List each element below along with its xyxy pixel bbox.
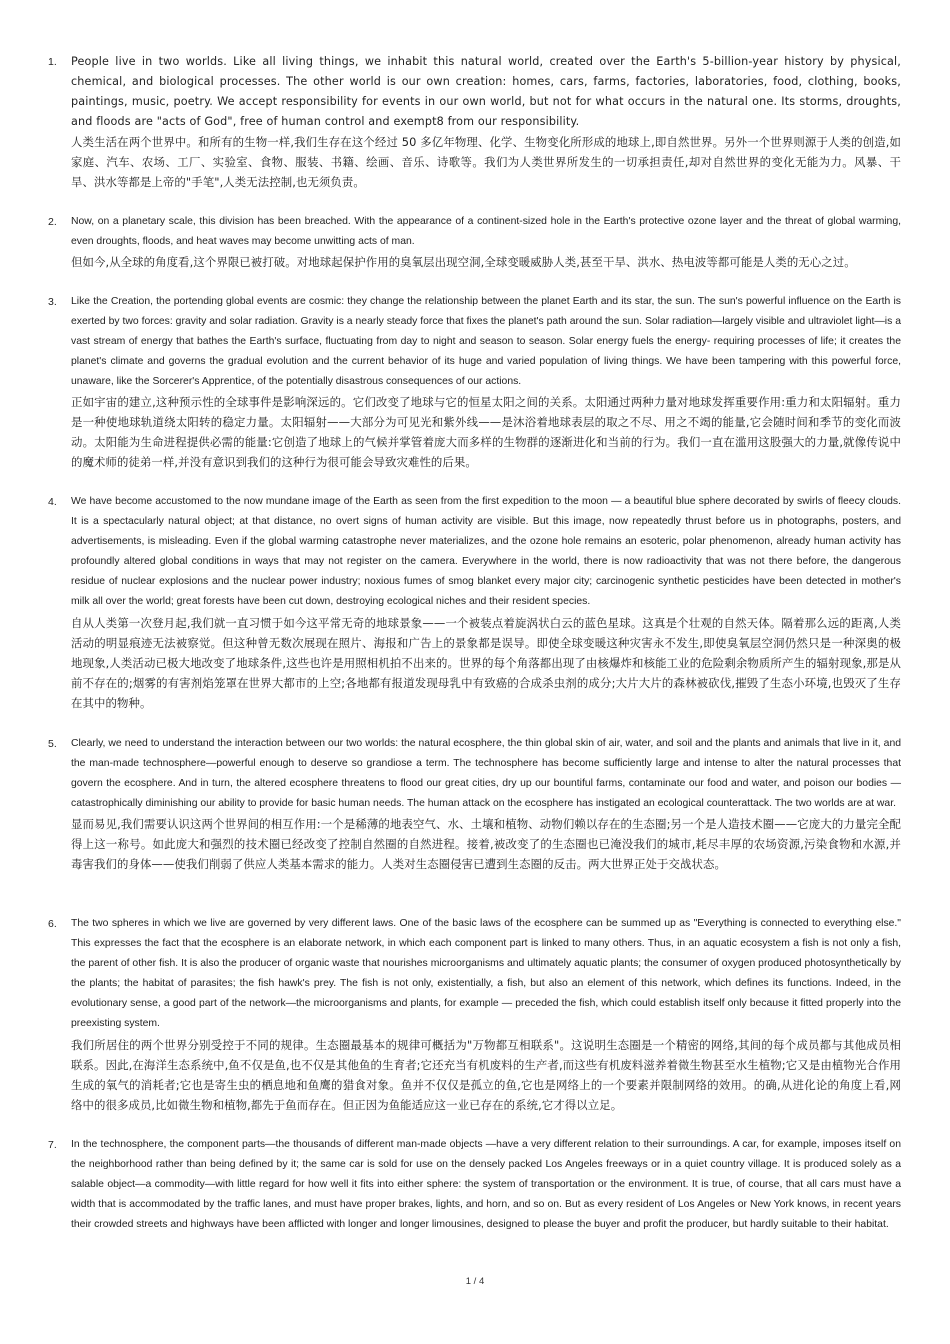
paragraph-number: 5. [48,738,57,750]
paragraph-english: We have become accustomed to the now mundane image of the Earth as seen from the first expedition to the moon — a beautiful blue sphere decorated by swirls of fleecy clouds. It is a spectacularly natural object; at that distance, no overt signs of human activity are visible. But this image, now repeatedly thrust before us in photographs, posters, and advertisements, is misleading. Even if the global warming catastrophe never materializes, and the ozone hole remains an esoteric, polar phenomenon, already human activity has profoundly altered global conditions in ways that may not register on the camera. Everywhere in the world, there is now radioactivity that was not there before, the dangerous residue of nuclear explosions and the nuclear power industry; noxious fumes of smog blanket every major city; carcinogenic synthetic pesticides have been detected in mother's milk all over the world; great forests have been cut down, destroying ecological niches and their resident species. [71,496,901,608]
paragraph-english: Now, on a planetary scale, this division has been breached. With the appearance of a continent-sized hole in the Earth's protective ozone layer and the threat of global warming, even droughts, floods, and heat waves may become unwitting acts of man. [71,216,901,248]
paragraph-chinese: 我们所居住的两个世界分别受控于不同的规律。生态圈最基本的规律可概括为"万物都互相联系"。这说明生态圈是一个精密的网络,其间的每个成员都与其他成员相联系。因此,在海洋生态系统中,鱼不仅是鱼,也不仅是其他鱼的生育者;它还充当有机废料的生产者,而这些有机废料滋养着微生物甚至水生植物;它又是由植物光合作用生成的氧气的消耗者;它也是寄生虫的栖息地和鱼鹰的猎食对象。鱼并不仅仅是孤立的鱼,它也是网络上的一个要素并限制网络的效用。的确,从进化论的角度上看,网络中的很多成员,比如微生物和植物,都先于鱼而存在。但正因为鱼能适应这一业已存在的系统,它才得以立足。 [71,1037,901,1112]
paragraph-number: 1. [48,56,57,68]
paragraph-chinese: 正如宇宙的建立,这种预示性的全球事件是影响深远的。它们改变了地球与它的恒星太阳之间的关系。太阳通过两种力量对地球发挥重要作用:重力和太阳辐射。重力是一种使地球轨道绕太阳转的稳定力量。太阳辐射——大部分为可见光和紫外线——是沐浴着地球表层的取之不尽、用之不竭的能量,它会随时间和季节的变化而波动。太阳能为生命进程提供必需的能量:它创造了地球上的气候并掌管着庞大而多样的生物群的逐渐进化和当前的行为。我们一直在滥用这股强大的力量,就像传说中的魔术师的徒弟一样,并没有意识到我们的这种行为很可能会导致灾难性的后果。 [71,395,901,470]
paragraph-4 [44,492,904,713]
paragraph-number: 2. [48,216,57,228]
paragraph-1 [44,52,904,192]
paragraph-number: 7. [48,1139,57,1151]
paragraph-number: 4. [48,496,57,508]
paragraph-5 [44,734,904,874]
paragraph-7 [44,1135,904,1235]
paragraph-english: In the technosphere, the component parts—the thousands of different man-made objects —have a very different relation to their surroundings. A car, for example, imposes itself on the neighborhood rather than being defined by it; the same car is sold for use on the densely packed Los Angeles freeways or in a quiet country village. It is produced solely as a salable object—a commodity—with little regard for how well it fits into either sphere: the system of transportation or the environment. It is true, of course, that all cars must have a width that is accommodated by the traffic lanes, and must have proper brakes, lights, and horn, and so on. But as every resident of Los Angeles or New York knows, in recent years their crowded streets and highways have been afflicted with longer and longer limousines, designed to please the buyer and profit the producer, but hardly suitable to their habitat. [71,1139,901,1231]
paragraph-chinese: 人类生活在两个世界中。和所有的生物一样,我们生存在这个经过 50 多亿年物理、化学、生物变化所形成的地球上,即自然世界。另外一个世界则源于人类的创造,如家庭、汽车、农场、工厂、实验室、食物、服装、书籍、绘画、音乐、诗歌等。我们为人类世界所发生的一切承担责任,却对自然世界的变化无能为力。风暴、干旱、洪水等都是上帝的"手笔",人类无法控制,也无须负责。 [71,135,901,189]
paragraph-number: 6. [48,918,57,930]
paragraph-english: People live in two worlds. Like all living things, we inhabit this natural world, created over the Earth's 5-billion-year history by physical, chemical, and biological processes. The other world is our own creation: homes, cars, farms, factories, laboratories, food, clothing, books, paintings, music, poetry. We accept responsibility for events in our own world, but not for what occurs in the natural one. Its storms, droughts, and floods are "acts of God", free of human control and exempt8 from our responsibility. [71,55,901,128]
paragraph-chinese: 显而易见,我们需要认识这两个世界间的相互作用:一个是稀薄的地表空气、水、土壤和植物、动物们赖以存在的生态圈;另一个是人造技术圈——它庞大的力量完全配得上这一称号。如此庞大和强烈的技术圈已经改变了控制自然圈的自然进程。接着,被改变了的生态圈也已淹没我们的城市,耗尽丰厚的农场资源,污染食物和水源,并毒害我们的身体——使我们削弱了供应人类基本需求的能力。人类对生态圈侵害已遭到生态圈的反击。两大世界正处于交战状态。 [71,817,901,872]
paragraph-chinese: 自从人类第一次登月起,我们就一直习惯于如今这平常无奇的地球景象——一个被装点着旋涡状白云的蓝色星球。这真是个壮观的自然天体。隔着那么远的距离,人类活动的明显痕迹无法被察觉。但这种曾无数次展现在照片、海报和广告上的景象都是误导。即使全球变暖这种灾害永不发生,即使臭氧层空洞仍然只是一种深奥的极地现象,人类活动已极大地改变了地球条件,这些也许是用照相机拍不出来的。世界的每个角落都出现了由核爆炸和核能工业的危险剩余物质所产生的辐射现象,那是从前不存在的;烟雾的有害剂焰笼罩在世界大都市的上空;各地都有报道发现母乳中有致癌的合成杀虫剂的成分;大片大片的森林被砍伐,摧毁了生态小环境,也毁灭了生存在其中的物种。 [71,615,901,710]
paragraph-6 [44,914,904,1115]
paragraph-english: The two spheres in which we live are governed by very different laws. One of the basic laws of the ecosphere can be summed up as "Everything is connected to everything else." This expresses the fact that the ecosphere is an elaborate network, in which each component part is linked to many others. Thus, in an aquatic ecosystem a fish is not only a fish, the parent of other fish. It is also the producer of organic waste that nourishes microorganisms and ultimately aquatic plants; the consumer of oxygen produced photosynthetically by the plants; the habitat of parasites; the fish hawk's prey. The fish is not only, existentially, a fish, but also an element of this network, which defines its functions. Indeed, in the evolutionary sense, a good part of the network—the microorganisms and plants, for example — preceded the fish, which could establish itself only because it fitted properly into the preexisting system. [71,918,901,1030]
paragraph-2 [44,212,904,272]
page-indicator: 1 / 4 [465,1276,485,1287]
paragraph-english: Like the Creation, the portending global events are cosmic: they change the relationship between the planet Earth and its star, the sun. The sun's powerful influence on the Earth is exerted by two forces: gravity and solar radiation. Gravity is a nearly steady force that fixes the planet's path around the sun. Solar radiation—largely visible and ultraviolet light—is a vast stream of energy that bathes the Earth's surface, fluctuating from day to night and season to season. Solar energy fuels the energy- requiring processes of life; it creates the planet's climate and governs the gradual evolution and the current behavior of its huge and varied population of living things. We have been tampering with this powerful force, unaware, like the Sorcerer's Apprentice, of the potentially disastrous consequences of our actions. [71,296,901,388]
paragraph-3 [44,292,904,472]
paragraph-chinese: 但如今,从全球的角度看,这个界限已被打破。对地球起保护作用的臭氧层出现空洞,全球变暖威胁人类,甚至干旱、洪水、热电波等都可能是人类的无心之过。 [71,255,856,270]
paragraph-number: 3. [48,296,57,308]
paragraph-english: Clearly, we need to understand the interaction between our two worlds: the natural ecosphere, the thin global skin of air, water, and soil and the plants and animals that live in it, and the man-made technosphere—powerful enough to deserve so grandiose a term. The technosphere has become sufficiently large and intense to alter the natural processes that govern the ecosphere. And in turn, the altered ecosphere threatens to flood our great cities, dry up our bountiful farms, contaminate our food and water, and poison our bodies —catastrophically diminishing our ability to provide for basic human needs. The human attack on the ecosphere has instigated an ecological counterattack. The two worlds are at war. [71,738,901,810]
